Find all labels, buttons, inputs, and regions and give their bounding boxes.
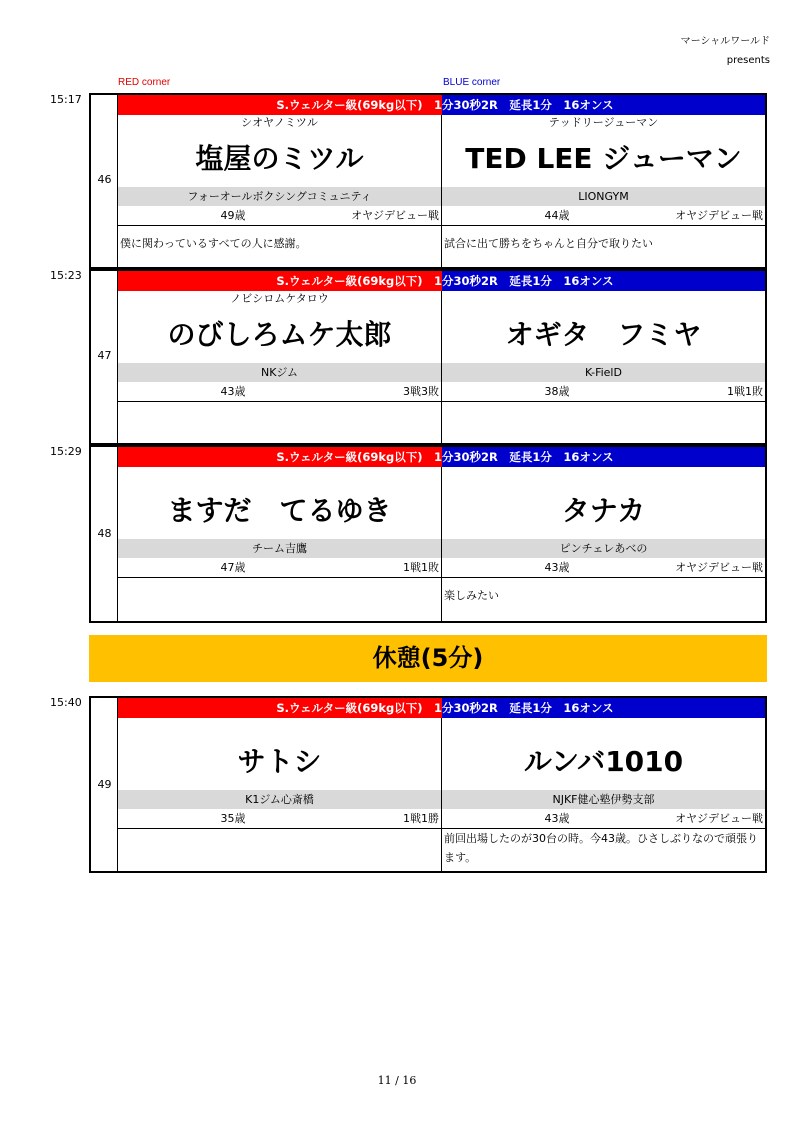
red-fighter bbox=[118, 718, 442, 871]
rules-blue: 分30秒2R 延長1分 16オンス bbox=[442, 698, 765, 718]
fighter-kana: シオヤノミツル bbox=[241, 116, 318, 129]
break-banner: 休憩(5分) bbox=[89, 635, 767, 682]
fighter-age: 44歳 bbox=[544, 209, 570, 222]
blue-corner-label: BLUE corner bbox=[443, 77, 501, 88]
fighter-age: 38歳 bbox=[544, 385, 570, 398]
fighter-record: 1戦1敗 bbox=[403, 561, 439, 574]
bout-start-time: 15:40 bbox=[50, 696, 82, 709]
fighter-name: オギタ フミヤ bbox=[505, 318, 702, 351]
bout-content bbox=[118, 271, 765, 443]
fighter-stats bbox=[442, 809, 765, 829]
bout-card bbox=[50, 93, 767, 269]
bout-start-time: 15:17 bbox=[50, 93, 82, 106]
fighter-gym: LIONGYM bbox=[442, 187, 765, 206]
blue-fighter bbox=[442, 291, 765, 443]
fighter-gym: チーム吉鷹 bbox=[118, 539, 441, 558]
fighter-name: 塩屋のミツル bbox=[195, 142, 364, 175]
bout-number-cell bbox=[91, 447, 118, 621]
fighter-gym: NJKF健心塾伊勢支部 bbox=[442, 790, 765, 809]
bout-card bbox=[50, 445, 767, 623]
fighter-gym: フォーオールボクシングコミュニティ bbox=[118, 187, 441, 206]
bout-number-cell bbox=[91, 95, 118, 267]
fighter-record: オヤジデビュー戦 bbox=[351, 209, 439, 222]
fighter-age: 49歳 bbox=[220, 209, 246, 222]
fighter-kana: ノビシロムケタロウ bbox=[230, 292, 329, 305]
page-number: 11 / 16 bbox=[377, 1074, 417, 1087]
fighter-kana bbox=[442, 467, 765, 483]
fighter-stats bbox=[442, 206, 765, 226]
bout-content bbox=[118, 698, 765, 871]
bout-number: 48 bbox=[97, 527, 112, 540]
weight-class-red: S.ウェルター級(69kg以下) 1 bbox=[118, 698, 442, 718]
fighter-comment bbox=[120, 829, 439, 871]
fighter-comment: 楽しみたい bbox=[444, 589, 499, 602]
fighter-stats bbox=[442, 382, 765, 402]
fighter-record: オヤジデビュー戦 bbox=[675, 209, 763, 222]
fighter-kana: テッドリージューマン bbox=[548, 116, 659, 129]
weight-class-red: S.ウェルター級(69kg以下) 1 bbox=[118, 447, 442, 467]
bout-number: 47 bbox=[97, 349, 112, 362]
fighter-record: オヤジデビュー戦 bbox=[675, 561, 763, 574]
fighter-name: サトシ bbox=[237, 745, 322, 778]
fighter-age: 47歳 bbox=[220, 561, 246, 574]
fighter-age: 43歳 bbox=[220, 385, 246, 398]
fighter-kana bbox=[442, 718, 765, 734]
fighter-stats bbox=[442, 558, 765, 578]
red-corner-label: RED corner bbox=[118, 77, 171, 88]
bout-number: 46 bbox=[97, 173, 112, 186]
weight-class-red: S.ウェルター級(69kg以下) 1 bbox=[118, 271, 442, 291]
rules-blue: 分30秒2R 延長1分 16オンス bbox=[442, 447, 765, 467]
rules-blue: 分30秒2R 延長1分 16オンス bbox=[442, 95, 765, 115]
fighter-record: 3戦3敗 bbox=[403, 385, 439, 398]
fighter-comment: 僕に関わっているすべての人に感謝。 bbox=[120, 237, 307, 250]
fighter-name: ルンバ1010 bbox=[523, 745, 684, 778]
fighter-name: TED LEE ジューマン bbox=[465, 142, 742, 175]
fighter-name: タナカ bbox=[561, 494, 646, 527]
fighter-record: 1戦1勝 bbox=[403, 812, 439, 825]
fighter-comment bbox=[120, 402, 439, 443]
bout-start-time: 15:29 bbox=[50, 445, 82, 458]
fighter-comment: 前回出場したのが30台の時。今43歳。ひさしぶりなので頑張ります。 bbox=[444, 832, 758, 864]
fighter-age: 43歳 bbox=[544, 561, 570, 574]
red-fighter bbox=[118, 467, 442, 621]
fighter-comment: 試合に出て勝ちをちゃんと自分で取りたい bbox=[444, 237, 653, 250]
fighter-age: 35歳 bbox=[220, 812, 246, 825]
red-fighter bbox=[118, 115, 442, 267]
fighter-stats bbox=[118, 382, 441, 402]
weight-class-red: S.ウェルター級(69kg以下) 1 bbox=[118, 95, 442, 115]
bout-content bbox=[118, 447, 765, 621]
fighter-comment bbox=[444, 402, 763, 443]
fighter-record: オヤジデビュー戦 bbox=[675, 812, 763, 825]
bout-number: 49 bbox=[97, 778, 112, 791]
fighter-name: ますだ てるゆき bbox=[167, 494, 392, 527]
bout-card bbox=[50, 696, 767, 873]
bout-start-time: 15:23 bbox=[50, 269, 82, 282]
fighter-stats bbox=[118, 206, 441, 226]
fighter-age: 43歳 bbox=[544, 812, 570, 825]
bout-content bbox=[118, 95, 765, 267]
fighter-kana bbox=[442, 291, 765, 307]
fighter-comment bbox=[120, 578, 439, 621]
fighter-gym: K1ジム心斎橋 bbox=[118, 790, 441, 809]
fighter-gym: NKジム bbox=[118, 363, 441, 382]
fighter-kana bbox=[118, 718, 441, 734]
organizer-name: マーシャルワールド bbox=[680, 36, 770, 47]
bout-number-cell bbox=[91, 271, 118, 443]
red-fighter bbox=[118, 291, 442, 443]
fighter-kana bbox=[118, 467, 441, 483]
blue-fighter bbox=[442, 115, 765, 267]
fighter-name: のびしろムケ太郎 bbox=[167, 318, 392, 351]
bout-card bbox=[50, 269, 767, 445]
fighter-stats bbox=[118, 809, 441, 829]
presents-label: presents bbox=[726, 55, 770, 66]
fighter-gym: ピンチェレあべの bbox=[442, 539, 765, 558]
blue-fighter bbox=[442, 718, 765, 871]
fighter-record: 1戦1敗 bbox=[727, 385, 763, 398]
fighter-gym: K-FielD bbox=[442, 363, 765, 382]
blue-fighter bbox=[442, 467, 765, 621]
rules-blue: 分30秒2R 延長1分 16オンス bbox=[442, 271, 765, 291]
bout-number-cell bbox=[91, 698, 118, 871]
fighter-stats bbox=[118, 558, 441, 578]
